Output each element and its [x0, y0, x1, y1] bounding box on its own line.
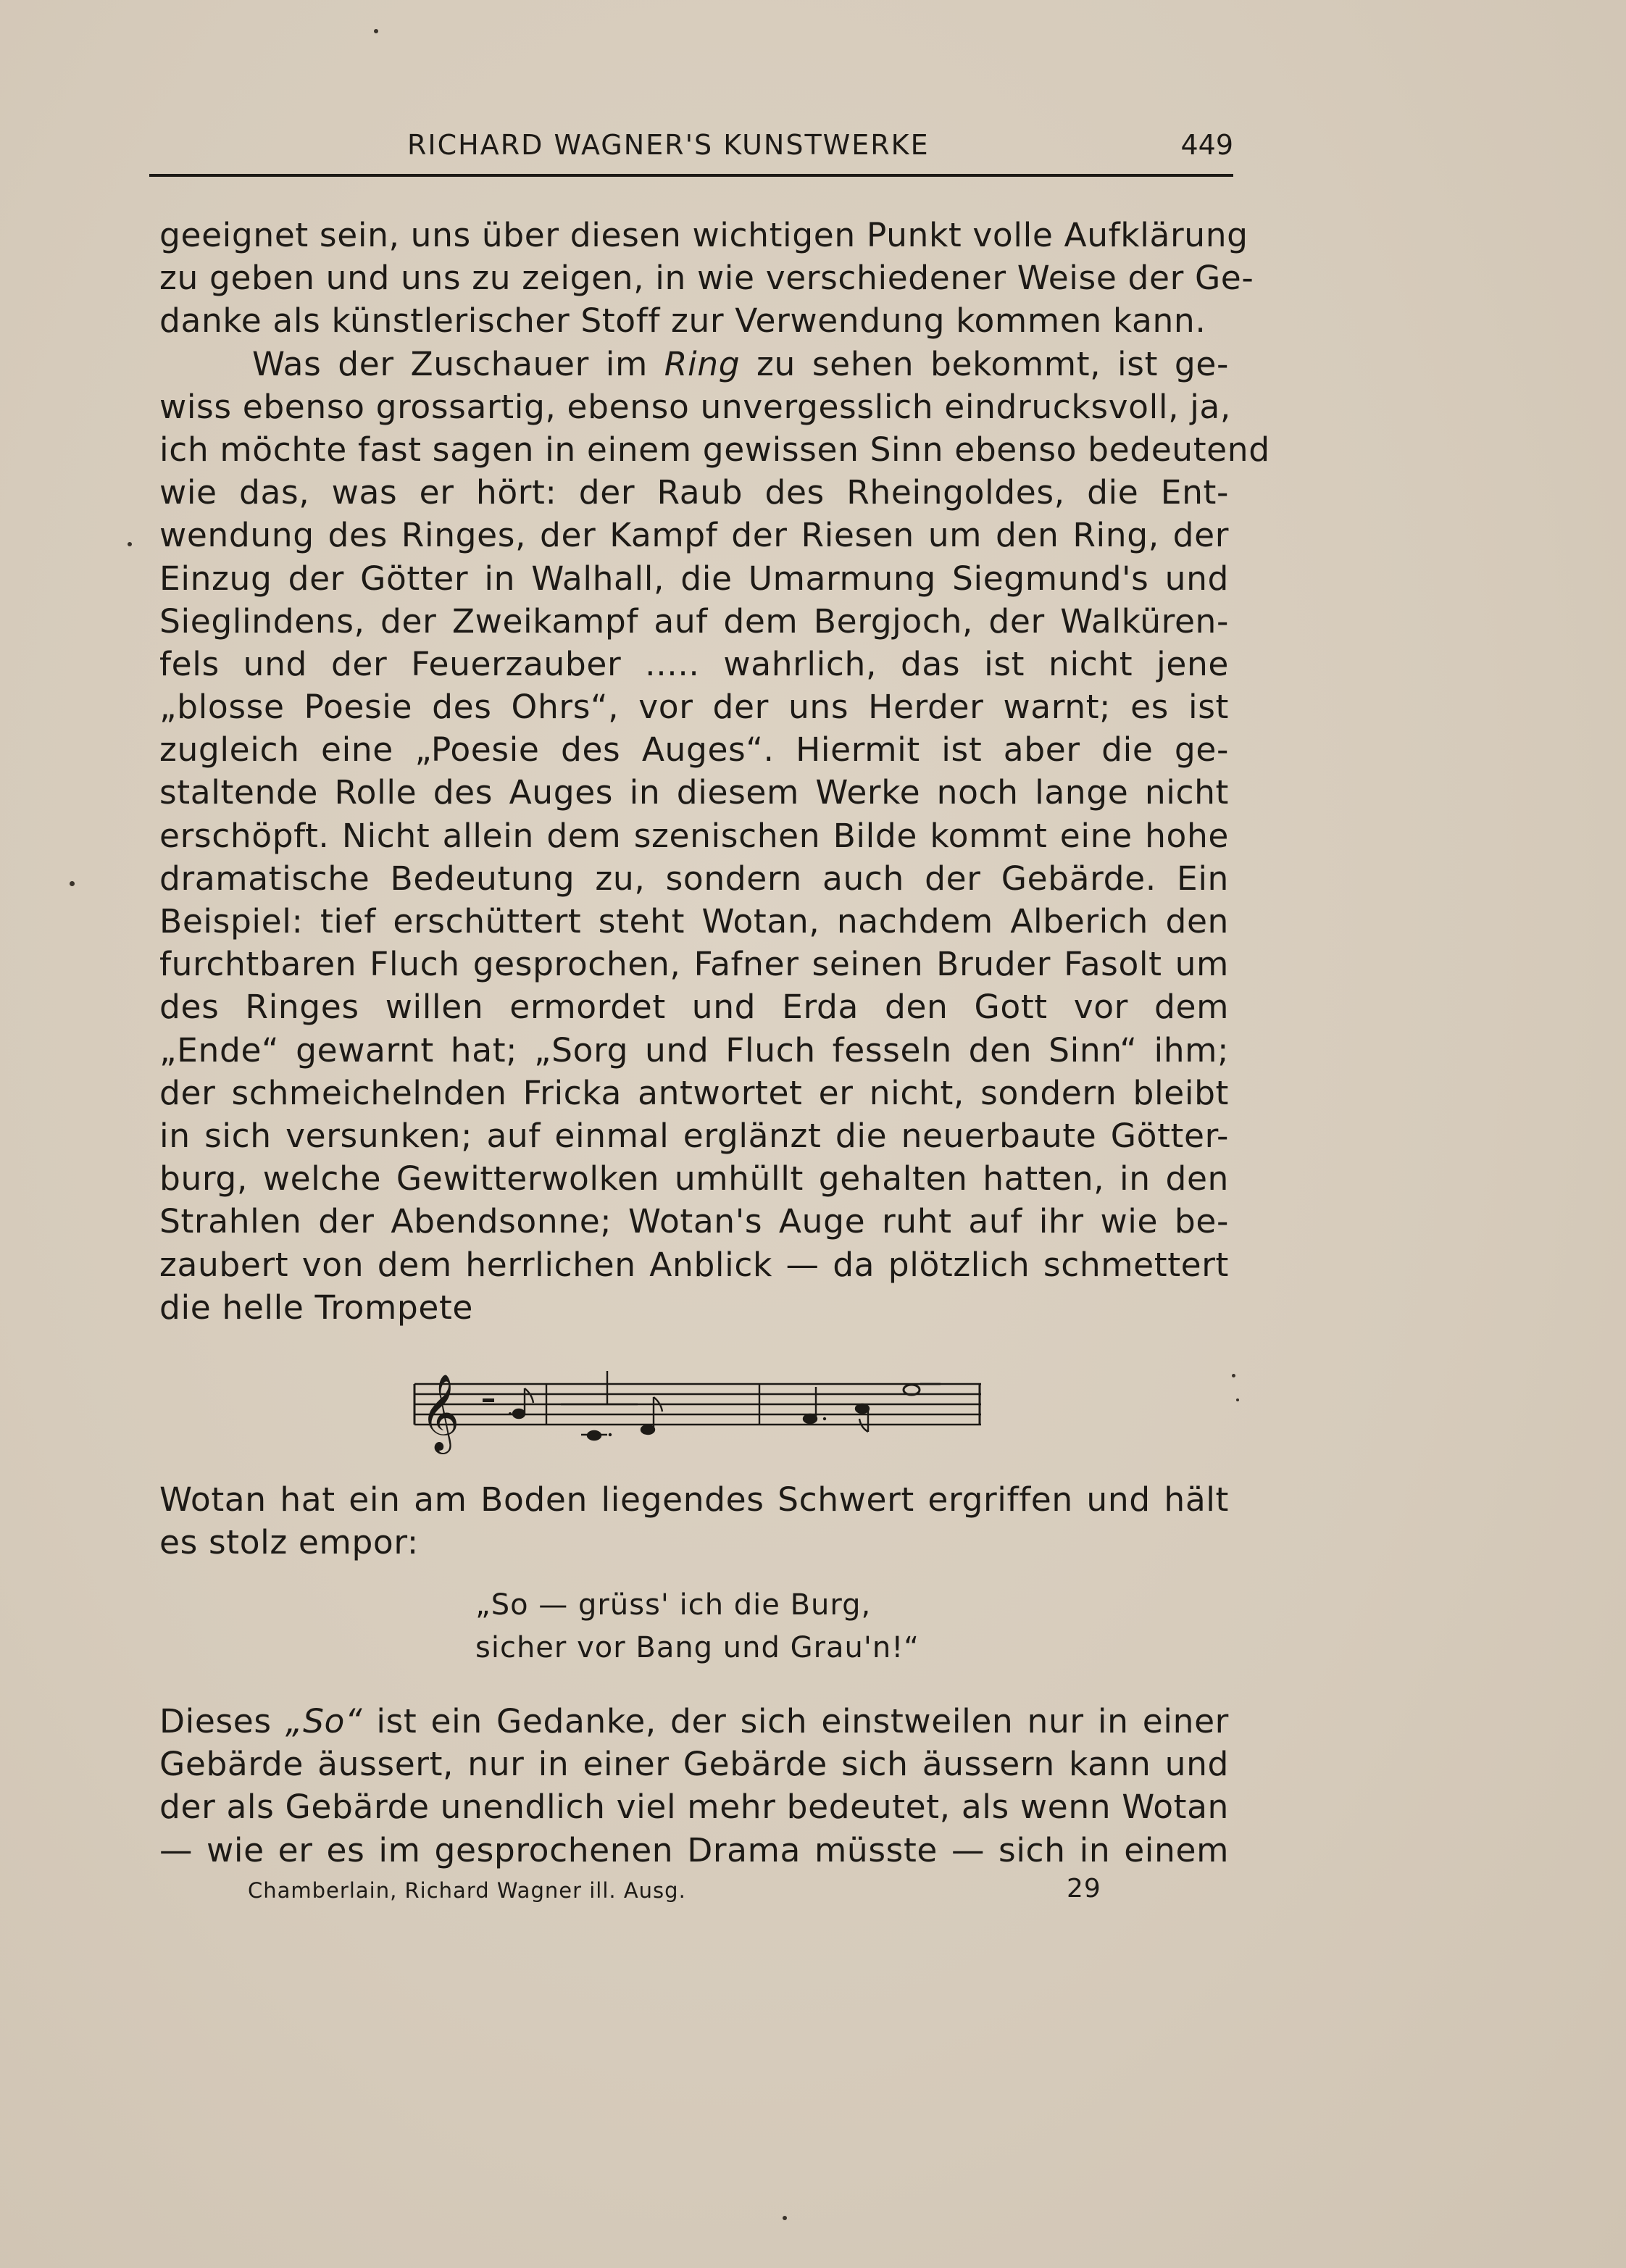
music-notes: [483, 1371, 941, 1440]
text-fragment: zu sehen bekommt, ist ge-: [756, 344, 1229, 383]
italic-so: „So“: [285, 1702, 363, 1740]
text-line: in sich versunken; auf einmal erglänzt die neuerbaute Götter-: [159, 1116, 1229, 1155]
text-line: [159, 1700, 1229, 1743]
sheet-number: 29: [1067, 1874, 1101, 1904]
text-line: Strahlen der Abendsonne; Wotan's Auge ruht auf ihr wie be-: [159, 1202, 1229, 1241]
text-line: zu geben und uns zu zeigen, in wie verschiedener Weise der Ge-: [159, 259, 1254, 298]
paper-speck: [128, 542, 132, 546]
text-line: zaubert von dem herrlichen Anblick — da plötzlich schmettert: [159, 1245, 1229, 1284]
header-rule: [149, 174, 1233, 177]
text-line: wie das, was er hört: der Raub des Rheingoldes, die Ent-: [159, 473, 1229, 512]
text-line: — wie er es im gesprochenen Drama müsste — sich in einem: [159, 1830, 1229, 1869]
body-text-middle: [159, 1478, 1229, 1564]
music-notation-figure: [412, 1362, 984, 1456]
text-fragment: ist ein Gedanke, der sich einstweilen nur in einer: [376, 1702, 1229, 1740]
body-text-bottom: [159, 1700, 1229, 1872]
text-line: wiss ebenso grossartig, ebenso unvergesslich eindrucksvoll, ja,: [159, 387, 1231, 426]
text-line: dramatische Bedeutung zu, sondern auch der Gebärde. Ein: [159, 859, 1229, 898]
text-line: des Ringes willen ermordet und Erda den Gott vor dem: [159, 988, 1229, 1027]
text-line: Sieglindens, der Zweikampf auf dem Bergjoch, der Walküren-: [159, 601, 1229, 641]
running-title: RICHARD WAGNER'S KUNSTWERKE: [407, 129, 930, 161]
svg-text:𝄞: 𝄞: [420, 1373, 460, 1451]
text-line: „Ende“ gewarnt hat; „Sorg und Fluch fesseln den Sinn“ ihm;: [159, 1030, 1229, 1070]
text-line: danke als künstlerischer Stoff zur Verwendung kommen kann.: [159, 301, 1206, 341]
printer-signature: Chamberlain, Richard Wagner ill. Ausg.: [248, 1878, 686, 1903]
text-line: es stolz empor:: [159, 1523, 419, 1562]
text-line: „blosse Poesie des Ohrs“, vor der uns Herder warnt; es ist: [159, 688, 1229, 727]
paper-speck: [783, 2216, 787, 2220]
page-number: 449: [1180, 129, 1233, 161]
running-head: [149, 129, 1233, 170]
text-line: der schmeichelnden Fricka antwortet er nicht, sondern bleibt: [159, 1073, 1229, 1112]
text-line: der als Gebärde unendlich viel mehr bedeutet, als wenn Wotan: [159, 1788, 1229, 1827]
text-fragment: Dieses: [159, 1702, 272, 1740]
text-line: Einzug der Götter in Walhall, die Umarmung Siegmund's und: [159, 559, 1229, 598]
text-line: fels und der Feuerzauber ..... wahrlich, das ist nicht jene: [159, 644, 1229, 683]
text-line: [159, 343, 1229, 385]
verse-quotation: [475, 1584, 1055, 1669]
text-line: zugleich eine „Poesie des Auges“. Hiermit ist aber die ge-: [159, 730, 1229, 770]
text-line: ich möchte fast sagen in einem gewissen Sinn ebenso bedeutend: [159, 430, 1270, 469]
paper-speck: [70, 881, 75, 886]
text-line: furchtbaren Fluch gesprochen, Fafner seinen Bruder Fasolt um: [159, 945, 1229, 984]
treble-clef-icon: [420, 1373, 459, 1454]
body-text-top: [159, 214, 1270, 1329]
paper-speck: [374, 29, 378, 33]
paper-speck: [1232, 1374, 1235, 1377]
paper-speck: [1236, 1398, 1239, 1401]
text-line: geeignet sein, uns über diesen wichtigen Punkt volle Aufklärung: [159, 216, 1248, 254]
text-line: staltende Rolle des Auges in diesem Werke noch lange nicht: [159, 773, 1229, 812]
page-footer: [248, 1874, 1117, 1914]
quote-line: sicher vor Bang und Grau'n!“: [475, 1631, 920, 1664]
text-fragment: Was der Zuschauer im: [252, 344, 648, 383]
text-line: Gebärde äussert, nur in einer Gebärde sich äussern kann und: [159, 1745, 1229, 1784]
italic-title-ring: Ring: [664, 344, 741, 383]
text-line: die helle Trompete: [159, 1288, 474, 1327]
text-line: wendung des Ringes, der Kampf der Riesen um den Ring, der: [159, 516, 1229, 555]
text-line: Beispiel: tief erschüttert steht Wotan, nachdem Alberich den: [159, 902, 1229, 941]
text-line: Wotan hat ein am Boden liegendes Schwert ergriffen und hält: [159, 1480, 1229, 1519]
quote-line: „So — grüss' ich die Burg,: [475, 1588, 872, 1622]
text-line: burg, welche Gewitterwolken umhüllt gehalten hatten, in den: [159, 1159, 1229, 1198]
text-line: erschöpft. Nicht allein dem szenischen Bilde kommt eine hohe: [159, 816, 1229, 855]
